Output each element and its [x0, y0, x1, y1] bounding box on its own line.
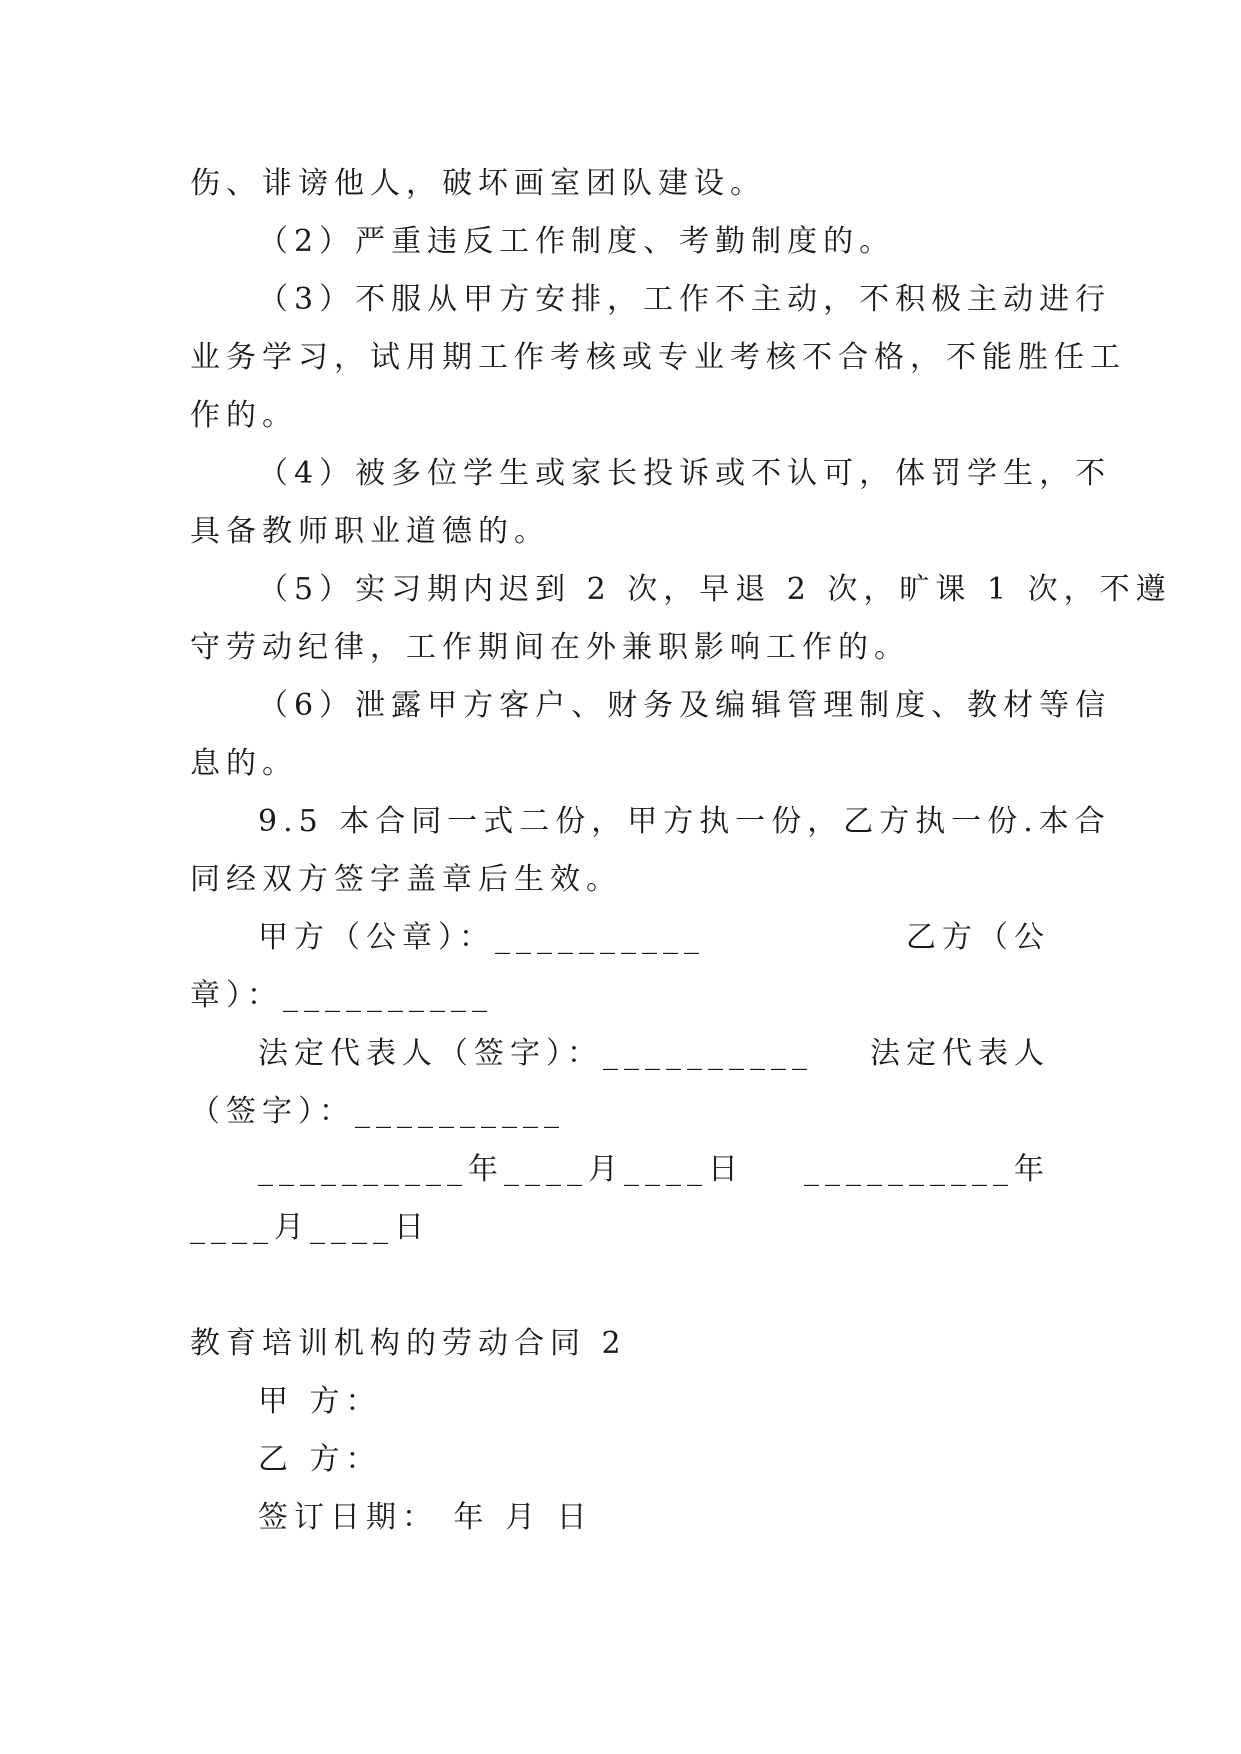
party-b-legal-rep-field-cont: （签字）：__________ [190, 1094, 565, 1129]
clause-9-5: 9.5 本合同一式二份，甲方执一份，乙方执一份.本合 [258, 804, 1111, 839]
signature-row-seal [190, 909, 1050, 967]
clause-item-3: （3）不服从甲方安排，工作不主动，不积极主动进行 [258, 282, 1112, 317]
clause-item-5-cont: 守劳动纪律，工作期间在外兼职影响工作的。 [190, 630, 910, 665]
party-a-date-field: __________年____月____日 [258, 1152, 744, 1187]
second-contract-header [190, 1315, 1050, 1547]
clause-item-3-cont: 业务学习，试用期工作考核或专业考核不合格，不能胜任工 [190, 340, 1126, 375]
party-a-legal-rep-field: 法定代表人（签字）：__________ [258, 1036, 813, 1071]
clause-item-4: （4）被多位学生或家长投诉或不认可，体罚学生，不 [258, 456, 1112, 491]
clause-item-5: （5）实习期内迟到 2 次，早退 2 次，旷课 1 次，不遵 [258, 572, 1172, 607]
contract-title: 教育培训机构的劳动合同 2 [190, 1326, 627, 1361]
clause-item-6-cont: 息的。 [190, 746, 298, 781]
signature-row-date [190, 1141, 1050, 1199]
contract-body [190, 155, 1172, 1257]
clause-item-6: （6）泄露甲方客户、财务及编辑管理制度、教材等信 [258, 688, 1112, 723]
party-b-legal-rep-field: 法定代表人 [870, 1036, 1050, 1071]
party-b-date-field-cont: ____月____日 [190, 1210, 430, 1245]
party-a-label: 甲 方： [258, 1384, 382, 1419]
clause-9-5-cont: 同经双方签字盖章后生效。 [190, 862, 622, 897]
party-b-seal-field: 乙方（公 [906, 920, 1050, 955]
party-a-seal-field: 甲方（公章）：__________ [258, 920, 705, 955]
party-b-seal-field-cont: 章）：__________ [190, 978, 493, 1013]
clause-item-3-cont: 作的。 [190, 398, 298, 433]
party-b-label: 乙 方： [258, 1442, 382, 1477]
party-b-date-field: __________年 [804, 1152, 1050, 1187]
signature-row-legal-rep [190, 1025, 1050, 1083]
sign-date-label: 签订日期： 年 月 日 [258, 1500, 593, 1535]
clause-item-2: （2）严重违反工作制度、考勤制度的。 [258, 224, 896, 259]
clause-item-4-cont: 具备教师职业道德的。 [190, 514, 550, 549]
clause-line: 伤、诽谤他人，破坏画室团队建设。 [190, 166, 766, 201]
